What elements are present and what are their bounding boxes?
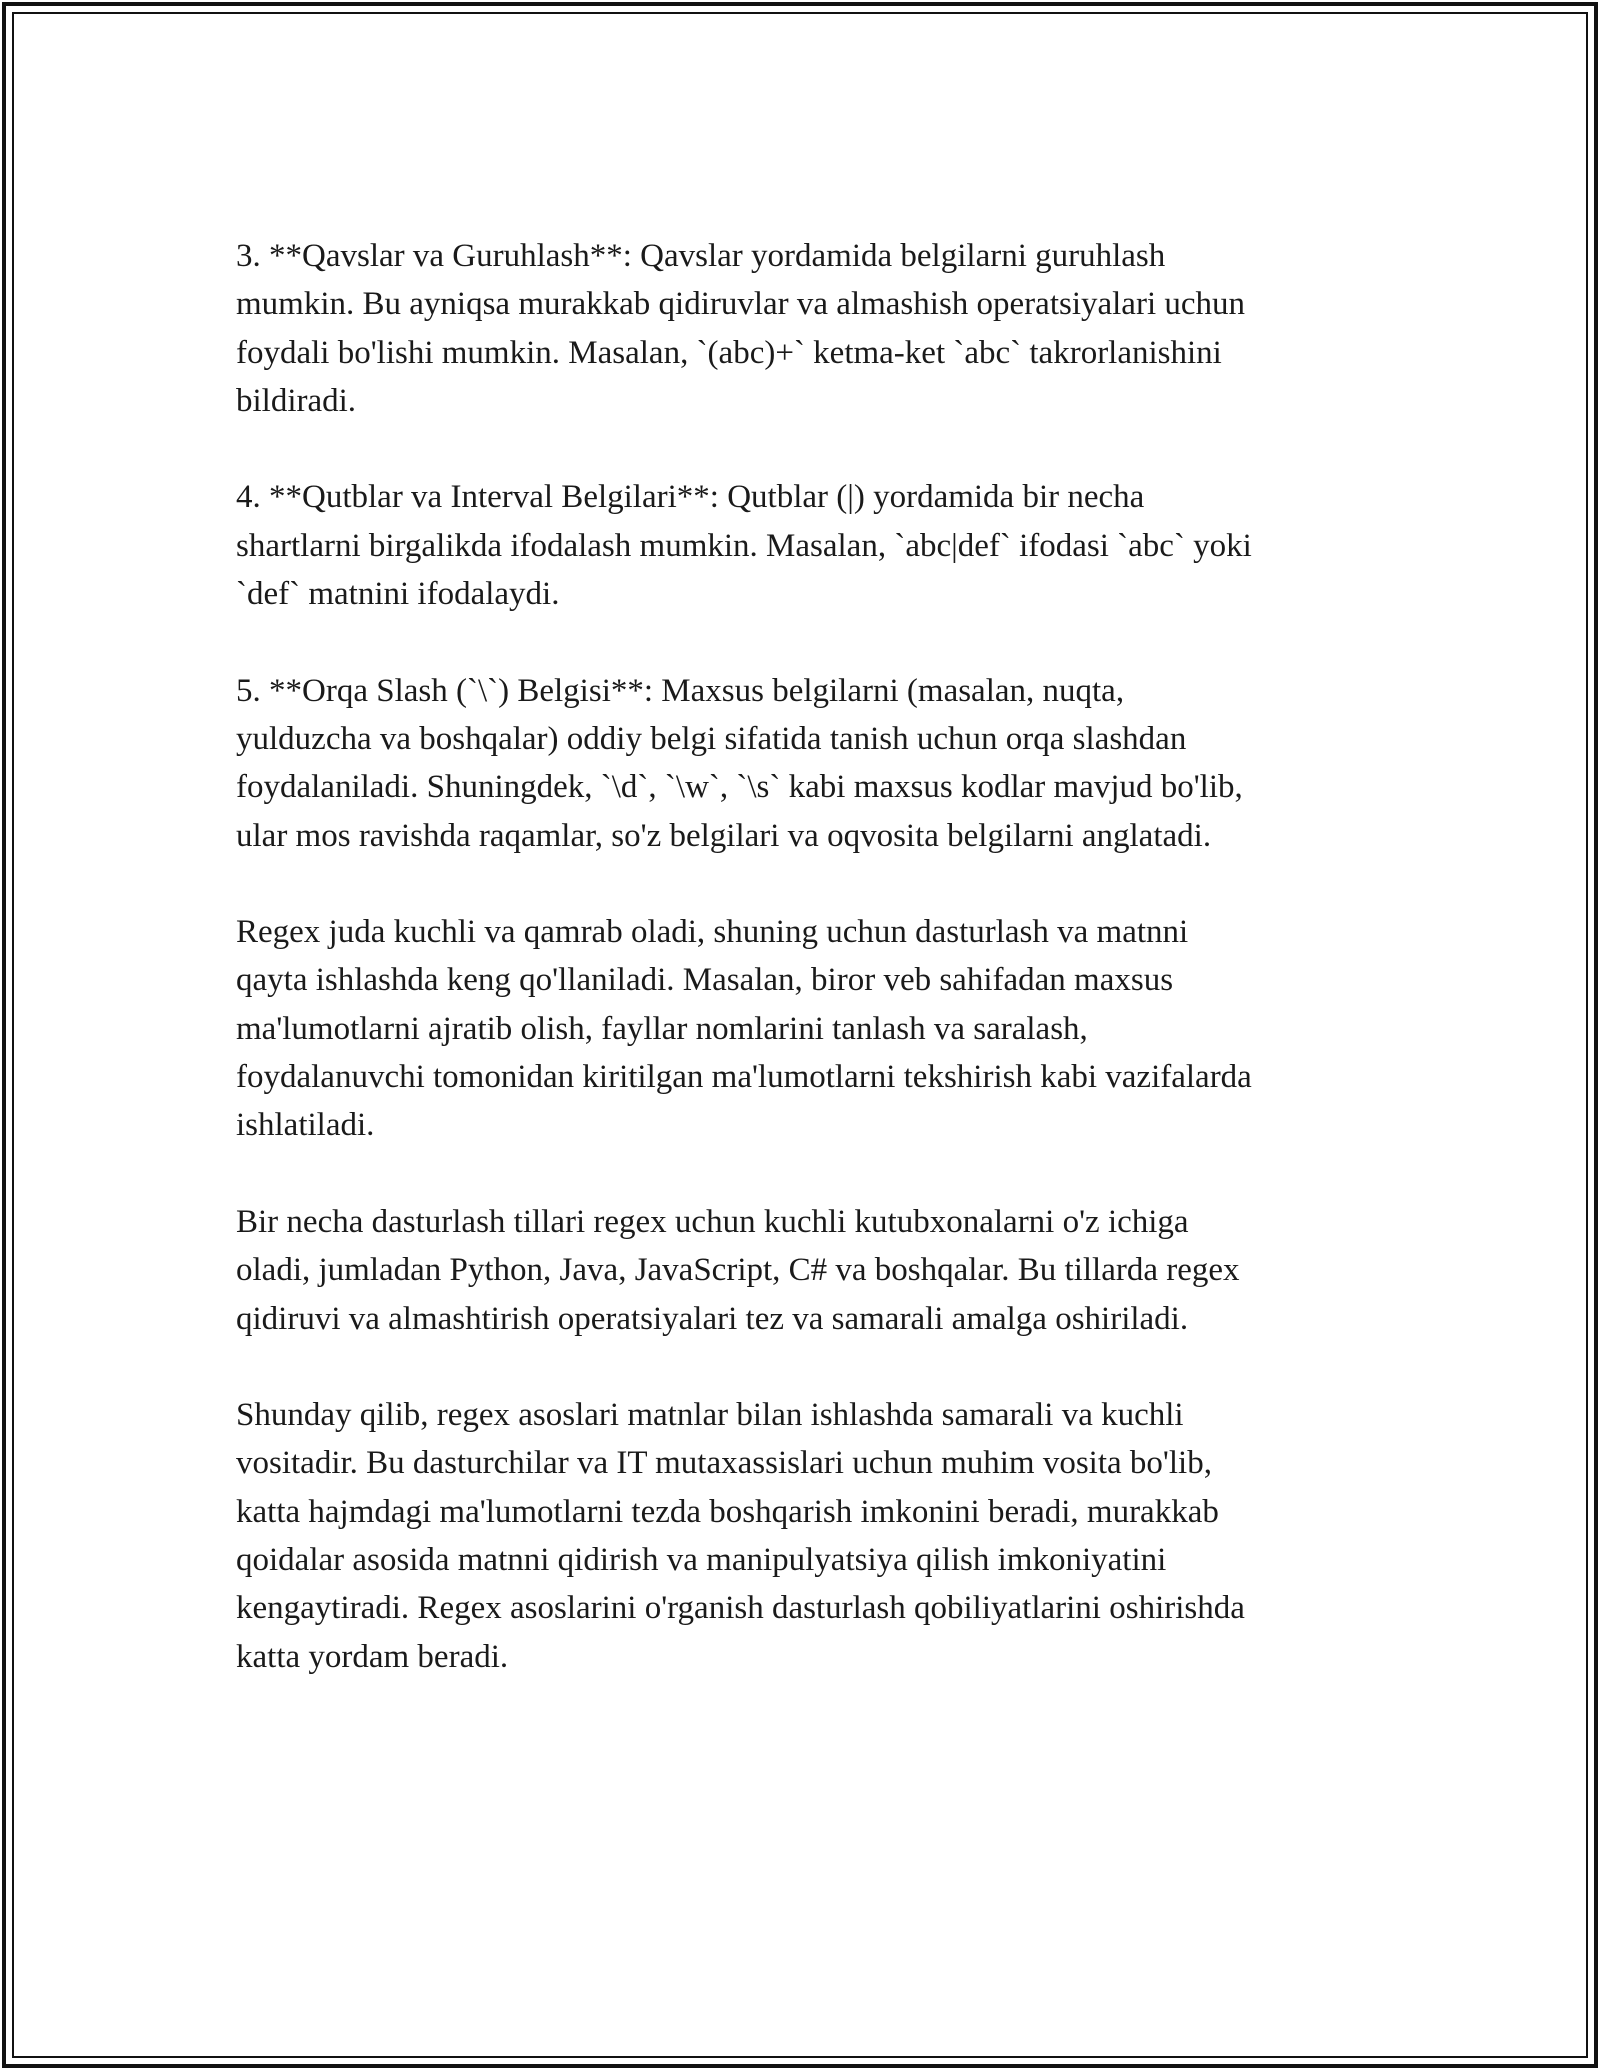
paragraph-alternation: 4. **Qutblar va Interval Belgilari**: Qutblar (|) yordamida bir necha shartlarni birgalikda ifodalash mumkin. Masalan, `abc|def` ifodasi `abc` yoki `def` matnini ifodalaydi. — [236, 479, 1252, 613]
paragraph-languages: Bir necha dasturlash tillari regex uchun kuchli kutubxonalarni o'z ichiga oladi, jumladan Python, Java, JavaScript, C# va boshqalar. Bu tillarda regex qidiruvi va almashtirish operatsiyalari tez va samarali amalga oshiriladi. — [236, 1203, 1240, 1337]
paragraph-regex-usage: Regex juda kuchli va qamrab oladi, shuning uchun dasturlash va matnni qayta ishlashda keng qo'llaniladi. Masalan, biror veb sahifadan maxsus ma'lumotlarni ajratib olish, fayllar nomlarini tanlash va saralash, foydalanuvchi tomonidan kiritilgan ma'lumotlarni tekshirish kabi vazifalarda ishlatiladi. — [236, 914, 1252, 1144]
paragraph-backslash: 5. **Orqa Slash (`\`) Belgisi**: Maxsus belgilarni (masalan, nuqta, yulduzcha va boshqalar) oddiy belgi sifatida tanish uchun orqa slashdan foydalaniladi. Shuningdek, `\d`, `\w`, `\s` kabi maxsus kodlar mavjud bo'lib, ular mos ravishda raqamlar, so'z belgilari va oqvosita belgilarni anglatadi. — [236, 672, 1243, 854]
paragraph-conclusion: Shunday qilib, regex asoslari matnlar bilan ishlashda samarali va kuchli vositadir. Bu dasturchilar va IT mutaxassislari uchun muhim vosita bo'lib, katta hajmdagi ma'lumotlarni tezda boshqarish imkonini beradi, murakkab qoidalar asosida matnni qidirish va manipulyatsiya qilish imkoniyatini kengaytiradi. Regex asoslarini o'rganish dasturlash qobiliyatlarini oshirishda katta yordam beradi. — [236, 1397, 1245, 1675]
paragraph-grouping: 3. **Qavslar va Guruhlash**: Qavslar yordamida belgilarni guruhlash mumkin. Bu ayniqsa murakkab qidiruvlar va almashish operatsiyalari uchun foydali bo'lishi mumkin. Masalan, `(abc)+` ketma-ket `abc` takrorlanishini bildiradi. — [236, 238, 1246, 419]
document-body — [236, 232, 1376, 1681]
